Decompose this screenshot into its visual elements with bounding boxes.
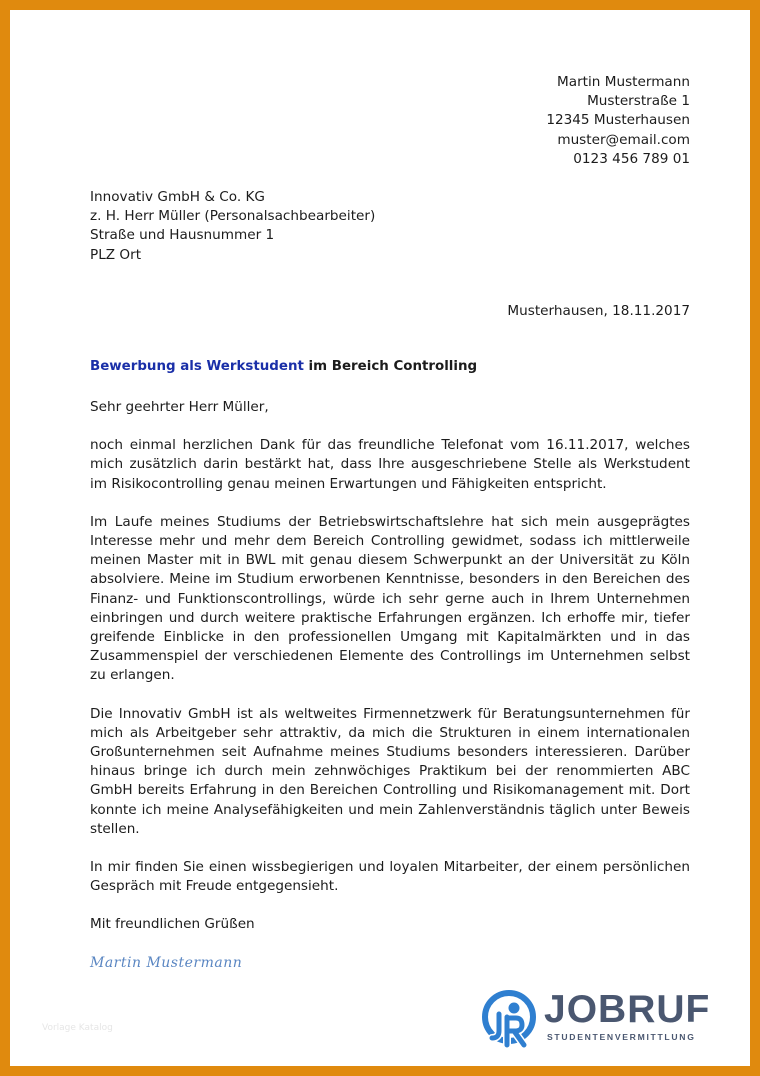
body-paragraph: In mir finden Sie einen wissbegierigen und loyalen Mitarbeiter, der einem persönlichen Gespräch mit Freude entgegensieht. [90,859,690,895]
sender-city: 12345 Musterhausen [546,112,690,129]
body-paragraph: Im Laufe meines Studiums der Betriebswirtschaftslehre hat sich mein ausgeprägtes Interesse mehr und mehr dem Bereich Controlling gewidmet, sodass ich mittlerweile meinen Master mit in BWL mit genau diesem Schwerpunkt an der Universität zu Köln absolviere. Meine im Studium erworbenen Kenntnisse, besonders in den Bereichen des Finanz- und Funktionscontrollings, würde ich sehr gerne auch in Ihrem Unternehmen einbringen und durch weitere praktische Erfahrungen ergänzen. Ich erhoffe mir, tiefer greifende Einblicke in den professionellen Umgang mit Kapitalmärkten und in das Zusammenspiel der verschiedenen Elemente des Controllings im Unternehmen selbst zu erlangen. [90,513,690,684]
recipient-address [90,188,375,265]
signature: Martin Mustermann [90,954,243,971]
recipient-company: Innovativ GmbH & Co. KG [90,189,265,205]
jr-person-circle-icon [480,987,540,1049]
sender-email: muster@email.com [557,131,690,148]
jobruf-logo [480,985,711,1051]
sender-phone: 0123 456 789 01 [573,150,690,167]
sender-name: Martin Mustermann [557,74,690,90]
subject-highlight: Bewerbung als Werkstudent [90,359,304,374]
sender-address [546,73,690,169]
body-paragraph: noch einmal herzlichen Dank für das freundliche Telefonat vom 16.11.2017, welches mich zusätzlich darin bestärkt hat, dass Ihre ausgeschriebene Stelle als Werkstudent im Risikocontrolling genau meinen Erwartungen und Fähigkeiten entspricht. [90,437,690,492]
letter-date: Musterhausen, 18.11.2017 [507,303,690,319]
closing: Mit freundlichen Grüßen [90,916,255,933]
logo-tagline: STUDENTENVERMITTLUNG [547,1032,696,1042]
sender-street: Musterstraße 1 [587,93,690,110]
body-paragraph: Die Innovativ GmbH ist als weltweites Firmennetzwerk für Beratungsunternehmen für mich als Arbeitgeber sehr attraktiv, da mich die Strukturen in einem internationalen Großunternehmen seit Aufnahme meines Studiums besonders interessieren. Darüber hinaus bringe ich durch mein zehnwöchiges Praktikum bei der renommierten ABC GmbH bereits Erfahrung in den Bereichen Controlling und Risikomanagement mit. Dort konnte ich meine Analysefähigkeiten und mein Zahlenverständnis täglich unter Beweis stellen. [90,705,690,837]
recipient-city: PLZ Ort [90,246,142,263]
subject-rest: im Bereich Controlling [303,359,478,374]
watermark: Vorlage Katalog [42,1023,113,1033]
letter-page [10,10,750,1066]
logo-wordmark: JOBRUF [544,988,711,1031]
letter-body [90,398,690,973]
subject-line [90,359,477,374]
recipient-contact: z. H. Herr Müller (Personalsachbearbeiter) [90,208,376,225]
salutation: Sehr geehrter Herr Müller, [90,399,269,415]
recipient-street: Straße und Hausnummer 1 [90,227,275,244]
